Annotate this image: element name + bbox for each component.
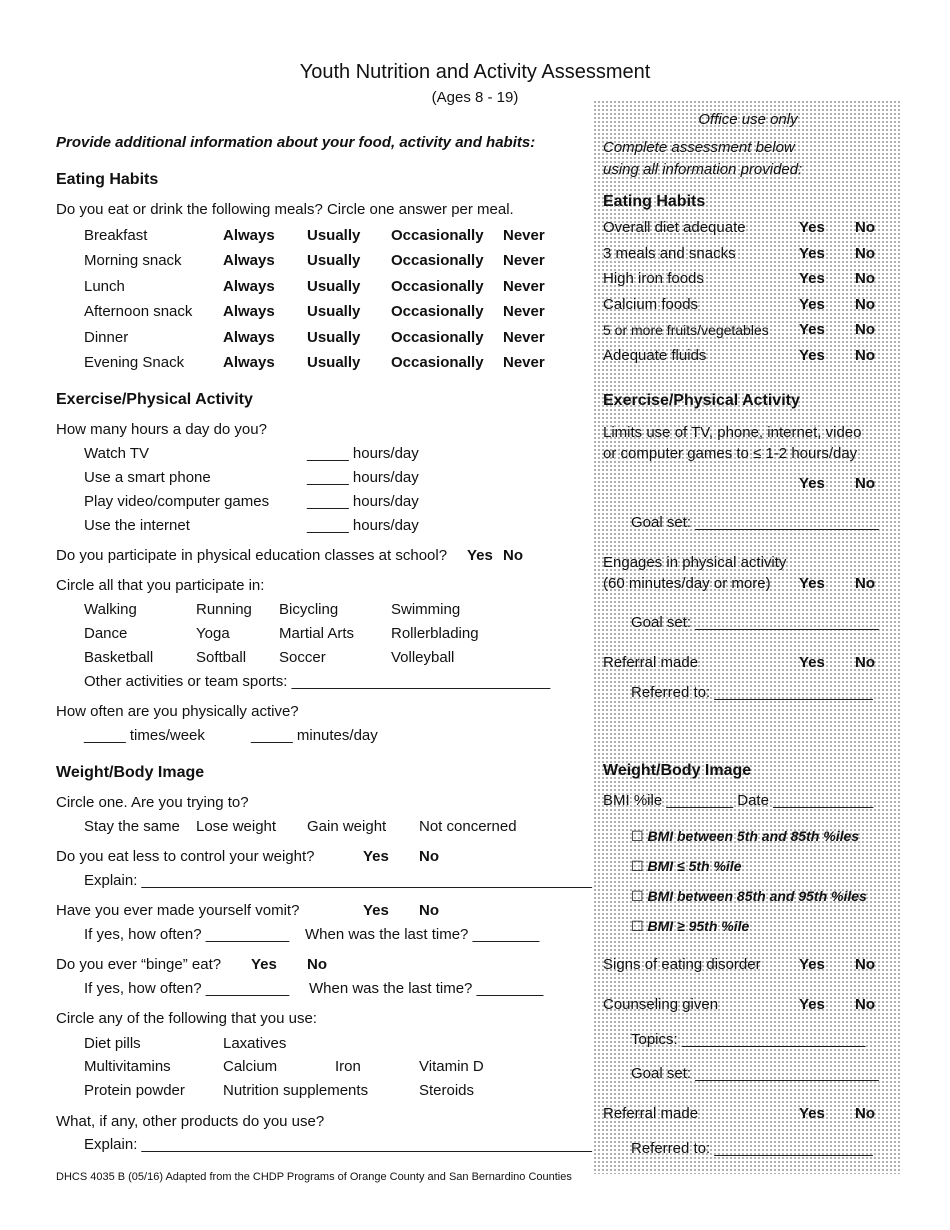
sport-option[interactable]: Bicycling (279, 601, 339, 618)
hours-field[interactable]: _____ hours/day (307, 517, 419, 534)
eating-habits-heading: Eating Habits (56, 171, 159, 188)
sport-option[interactable]: Softball (196, 649, 247, 666)
meals-question: Do you eat or drink the following meals? Circle one answer per meal. (56, 201, 514, 218)
bmi-option-label: BMI between 5th and 85th %iles (647, 828, 860, 844)
office-referred-to-field[interactable]: Referred to: ___________________ (631, 684, 873, 701)
office-eating-item: Adequate fluids (603, 347, 707, 364)
pe-no[interactable]: No (503, 547, 523, 564)
office-instructions-2: using all information provided: (603, 161, 803, 178)
office-no[interactable]: No (855, 1105, 875, 1122)
office-no[interactable]: No (855, 654, 875, 671)
option-usually[interactable]: Usually (307, 303, 361, 320)
option-usually[interactable]: Usually (307, 354, 361, 371)
office-bmi-option[interactable] (631, 917, 749, 935)
option-usually[interactable]: Usually (307, 227, 361, 244)
office-goal-set-field[interactable]: Goal set: ______________________ (631, 614, 879, 631)
pe-question: Do you participate in physical education classes at school? (56, 547, 448, 564)
goal-option[interactable]: Gain weight (307, 818, 387, 835)
option-always[interactable]: Always (223, 227, 275, 244)
sport-option[interactable]: Volleyball (391, 649, 455, 666)
goal-option[interactable]: Lose weight (196, 818, 277, 835)
vomit-last-time-field[interactable]: When was the last time? ________ (305, 926, 540, 943)
office-no[interactable]: No (855, 296, 875, 313)
binge-yes[interactable]: Yes (251, 956, 277, 973)
option-always[interactable]: Always (223, 303, 275, 320)
bmi-option-label: BMI between 85th and 95th %iles (647, 888, 867, 904)
other-activities-field[interactable]: Other activities or team sports: _______________________________ (84, 673, 551, 690)
binge-no[interactable]: No (307, 956, 327, 973)
weight-heading: Weight/Body Image (56, 764, 205, 781)
sport-option[interactable]: Yoga (196, 625, 230, 642)
office-referral-label: Referral made (603, 654, 699, 671)
sport-option[interactable]: Basketball (84, 649, 154, 666)
vomit-yes[interactable]: Yes (363, 902, 389, 919)
office-topics-field[interactable]: Topics: ______________________ (631, 1031, 866, 1048)
eat-less-yes[interactable]: Yes (363, 848, 389, 865)
option-usually[interactable]: Usually (307, 252, 361, 269)
office-exercise-heading: Exercise/Physical Activity (603, 392, 800, 409)
office-eating-item: Overall diet adequate (603, 219, 746, 236)
office-no[interactable]: No (855, 219, 875, 236)
office-no[interactable]: No (855, 575, 875, 592)
sport-option[interactable]: Soccer (279, 649, 326, 666)
office-referred-to-field[interactable]: Referred to: ___________________ (631, 1140, 873, 1157)
option-occasionally[interactable]: Occasionally (391, 252, 484, 269)
hours-field[interactable]: _____ hours/day (307, 469, 419, 486)
office-yes[interactable]: Yes (799, 654, 825, 671)
option-never[interactable]: Never (503, 252, 545, 269)
office-yes[interactable]: Yes (799, 296, 825, 313)
instructions: Provide additional information about your food, activity and habits: (56, 134, 536, 151)
minutes-day-field[interactable]: _____ minutes/day (251, 727, 378, 744)
office-engages-2: (60 minutes/day or more) (603, 575, 771, 592)
activity-label: Watch TV (84, 445, 150, 462)
eat-less-no[interactable]: No (419, 848, 439, 865)
binge-how-often-field[interactable]: If yes, how often? __________ (84, 980, 290, 997)
office-no[interactable]: No (855, 245, 875, 262)
explain-field[interactable]: Explain: ______________________________________________________ (84, 872, 593, 889)
product-option[interactable]: Vitamin D (419, 1058, 484, 1075)
sport-option[interactable]: Running (196, 601, 252, 618)
office-bmi-line[interactable]: BMI %ile ________ Date ____________ (603, 792, 874, 809)
office-yes[interactable]: Yes (799, 956, 825, 973)
office-goal-set-field[interactable]: Goal set: ______________________ (631, 514, 879, 531)
checkbox-icon[interactable]: ☐ (631, 858, 644, 874)
circle-use-label: Circle any of the following that you use: (56, 1010, 317, 1027)
option-occasionally[interactable]: Occasionally (391, 303, 484, 320)
office-bmi-option[interactable] (631, 857, 741, 875)
hours-field[interactable]: _____ hours/day (307, 493, 419, 510)
checkbox-icon[interactable]: ☐ (631, 828, 644, 844)
office-eating-item: 5 or more fruits/vegetables (603, 322, 769, 338)
other-products-question: What, if any, other products do you use? (56, 1113, 325, 1130)
office-goal-set-field[interactable]: Goal set: ______________________ (631, 1065, 879, 1082)
office-yes[interactable]: Yes (799, 347, 825, 364)
option-usually[interactable]: Usually (307, 278, 361, 295)
meal-label: Afternoon snack (84, 303, 193, 320)
option-always[interactable]: Always (223, 354, 275, 371)
option-never[interactable]: Never (503, 227, 545, 244)
office-limits-2: or computer games to ≤ 1-2 hours/day (603, 445, 858, 462)
office-bmi-option[interactable] (631, 827, 859, 845)
office-eating-item: Calcium foods (603, 296, 699, 313)
product-option[interactable]: Laxatives (223, 1035, 287, 1052)
office-title: Office use only (698, 111, 798, 128)
sport-option[interactable]: Walking (84, 601, 137, 618)
hours-question: How many hours a day do you? (56, 421, 267, 438)
office-yes[interactable]: Yes (799, 575, 825, 592)
vomit-no[interactable]: No (419, 902, 439, 919)
office-engages-1: Engages in physical activity (603, 554, 787, 571)
option-usually[interactable]: Usually (307, 329, 361, 346)
activity-label: Play video/computer games (84, 493, 270, 510)
meal-label: Morning snack (84, 252, 182, 269)
office-bmi-option[interactable] (631, 887, 867, 905)
option-always[interactable]: Always (223, 252, 275, 269)
vomit-question: Have you ever made yourself vomit? (56, 902, 300, 919)
office-eating-item: 3 meals and snacks (603, 245, 736, 262)
checkbox-icon[interactable]: ☐ (631, 888, 644, 904)
product-option[interactable]: Calcium (223, 1058, 278, 1075)
office-yes[interactable]: Yes (799, 321, 825, 338)
meal-label: Breakfast (84, 227, 148, 244)
circle-one-question: Circle one. Are you trying to? (56, 794, 249, 811)
page-subtitle: (Ages 8 - 19) (431, 89, 519, 106)
exercise-heading: Exercise/Physical Activity (56, 391, 253, 408)
option-never[interactable]: Never (503, 303, 545, 320)
product-option[interactable]: Diet pills (84, 1035, 141, 1052)
footer-note: DHCS 4035 B (05/16) Adapted from the CHDP Programs of Orange County and San Bernardino Counties (56, 1171, 572, 1183)
office-yes[interactable]: Yes (799, 996, 825, 1013)
office-no[interactable]: No (855, 996, 875, 1013)
bmi-option-label: BMI ≥ 95th %ile (647, 918, 750, 934)
option-occasionally[interactable]: Occasionally (391, 227, 484, 244)
office-yes[interactable]: Yes (799, 270, 825, 287)
activity-label: Use the internet (84, 517, 190, 534)
office-no[interactable]: No (855, 347, 875, 364)
office-yes[interactable]: Yes (799, 1105, 825, 1122)
office-no[interactable]: No (855, 475, 875, 492)
office-no[interactable]: No (855, 321, 875, 338)
circle-all-label: Circle all that you participate in: (56, 577, 265, 594)
product-option[interactable]: Iron (335, 1058, 361, 1075)
how-often-question: How often are you physically active? (56, 703, 299, 720)
activity-label: Use a smart phone (84, 469, 211, 486)
sport-option[interactable]: Rollerblading (391, 625, 479, 642)
office-weight-heading: Weight/Body Image (603, 762, 752, 779)
option-occasionally[interactable]: Occasionally (391, 329, 484, 346)
product-option[interactable]: Multivitamins (84, 1058, 171, 1075)
office-instructions-1: Complete assessment below (603, 139, 795, 156)
office-limits-1: Limits use of TV, phone, internet, video (603, 424, 862, 441)
option-occasionally[interactable]: Occasionally (391, 354, 484, 371)
office-yes[interactable]: Yes (799, 475, 825, 492)
option-always[interactable]: Always (223, 278, 275, 295)
option-never[interactable]: Never (503, 278, 545, 295)
meal-label: Dinner (84, 329, 129, 346)
office-no[interactable]: No (855, 956, 875, 973)
office-referral-label: Referral made (603, 1105, 699, 1122)
times-week-field[interactable]: _____ times/week (84, 727, 205, 744)
sport-option[interactable]: Dance (84, 625, 128, 642)
checkbox-icon[interactable]: ☐ (631, 918, 644, 934)
pe-yes[interactable]: Yes (467, 547, 493, 564)
office-yes[interactable]: Yes (799, 219, 825, 236)
meal-label: Evening Snack (84, 354, 185, 371)
product-option[interactable]: Nutrition supplements (223, 1082, 369, 1099)
option-occasionally[interactable]: Occasionally (391, 278, 484, 295)
office-eating-item: High iron foods (603, 270, 704, 287)
option-always[interactable]: Always (223, 329, 275, 346)
goal-option[interactable]: Stay the same (84, 818, 180, 835)
eat-less-question: Do you eat less to control your weight? (56, 848, 315, 865)
meal-label: Lunch (84, 278, 125, 295)
office-counseling-label: Counseling given (603, 996, 719, 1013)
vomit-how-often-field[interactable]: If yes, how often? __________ (84, 926, 290, 943)
product-option[interactable]: Protein powder (84, 1082, 185, 1099)
binge-question: Do you ever “binge” eat? (56, 956, 222, 973)
option-never[interactable]: Never (503, 329, 545, 346)
office-eating-heading: Eating Habits (603, 193, 706, 210)
bmi-option-label: BMI ≤ 5th %ile (647, 858, 742, 874)
sport-option[interactable]: Swimming (391, 601, 461, 618)
office-no[interactable]: No (855, 270, 875, 287)
goal-option[interactable]: Not concerned (419, 818, 517, 835)
binge-last-time-field[interactable]: When was the last time? ________ (309, 980, 544, 997)
office-eating-disorder-label: Signs of eating disorder (603, 956, 761, 973)
office-yes[interactable]: Yes (799, 245, 825, 262)
page-title: Youth Nutrition and Activity Assessment (299, 61, 651, 83)
sport-option[interactable]: Martial Arts (279, 625, 355, 642)
hours-field[interactable]: _____ hours/day (307, 445, 419, 462)
explain-field-2[interactable]: Explain: ______________________________________________________ (84, 1136, 593, 1153)
product-option[interactable]: Steroids (419, 1082, 475, 1099)
option-never[interactable]: Never (503, 354, 545, 371)
